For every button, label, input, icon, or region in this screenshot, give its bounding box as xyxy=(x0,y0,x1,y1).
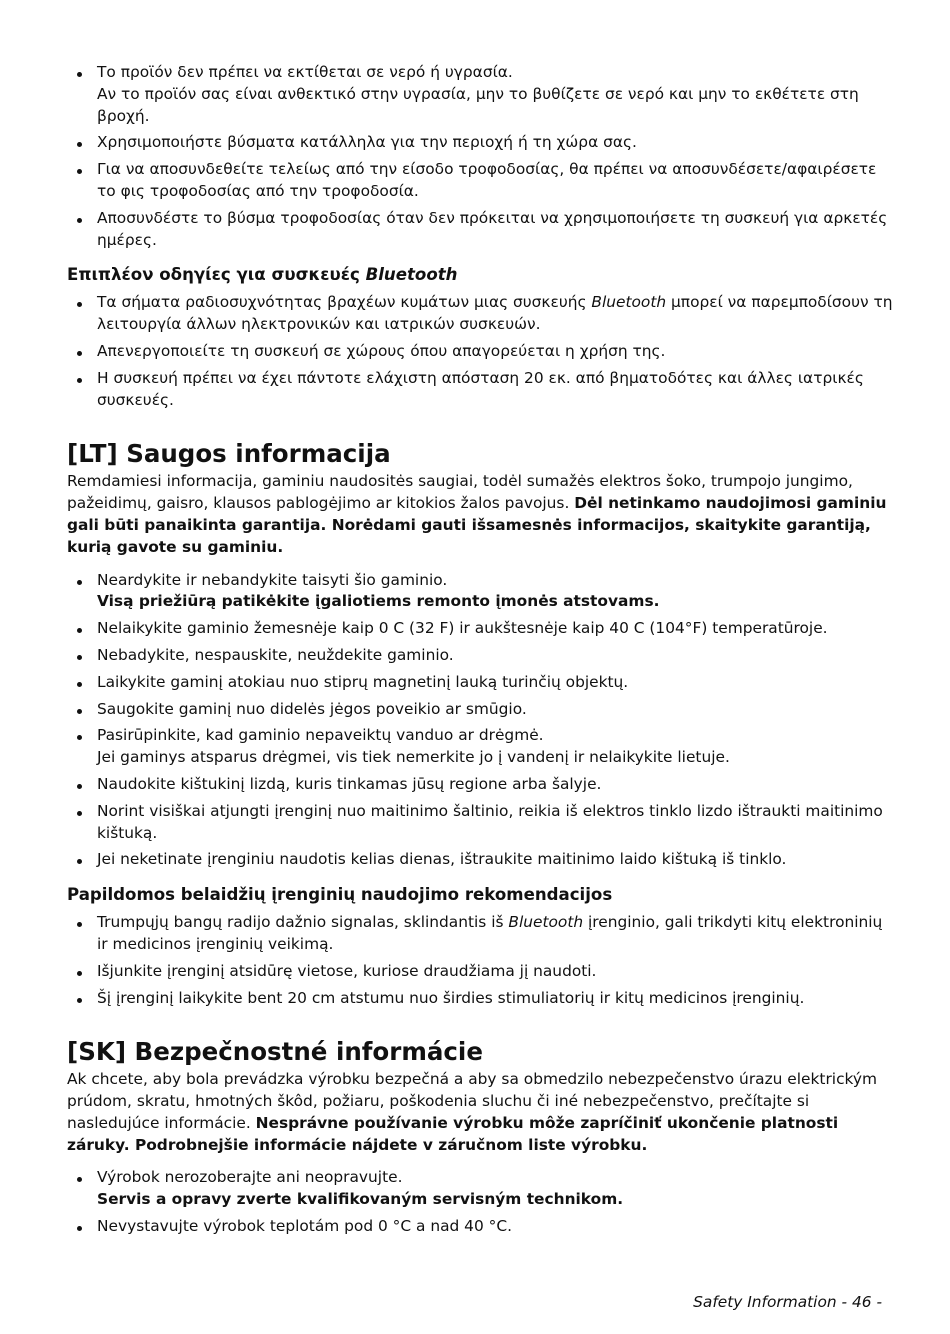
list-item-text: Αποσυνδέστε το βύσμα τροφοδοσίας όταν δεν πρόκειται να χρησιμοποιήσετε τη συσκευή για αρκετές ημέρες. xyxy=(97,208,888,249)
heading-text: Επιπλέον οδηγίες για συσκευές xyxy=(67,265,366,285)
list-item xyxy=(67,672,893,694)
list-item xyxy=(67,801,893,845)
list-item xyxy=(67,725,893,769)
list-item-text: Nevystavujte výrobok teplotám pod 0 °C a nad 40 °C. xyxy=(97,1217,512,1236)
list-item-line: Το προϊόν δεν πρέπει να εκτίθεται σε νερό ή υγρασία. xyxy=(97,63,513,81)
greek-bluetooth-list xyxy=(67,292,893,411)
lt-wireless-list xyxy=(67,912,893,1009)
page-footer: Safety Information - 46 - xyxy=(693,1293,882,1311)
lt-wireless-heading: Papildomos belaidžių įrenginių naudojimo rekomendacijos xyxy=(67,885,613,905)
list-item-text: Išjunkite įrenginį atsidūrę vietose, kuriose draudžiama jį naudoti. xyxy=(97,961,597,980)
heading-emphasis: Bluetooth xyxy=(365,265,458,285)
list-item-line: Jei gaminys atsparus drėgmei, vis tiek nemerkite jo į vandenį ir nelaikykite lietuje. xyxy=(97,748,730,767)
list-item-text: Τα σήματα ραδιοσυχνότητας βραχέων κυμάτων μιας συσκευής xyxy=(97,293,592,312)
list-item xyxy=(67,699,893,721)
list-item xyxy=(67,961,893,983)
list-item-emphasis: Bluetooth xyxy=(591,293,667,312)
list-item xyxy=(67,1216,893,1238)
list-item xyxy=(67,341,893,363)
list-item xyxy=(67,292,893,336)
list-item-text: Χρησιμοποιήστε βύσματα κατάλληλα για την περιοχή ή τη χώρα σας. xyxy=(97,133,637,152)
list-item xyxy=(67,988,893,1010)
list-item-text: įrenginio, gali trikdyti kitų elektroninių ir medicinos įrenginių veikimą. xyxy=(97,913,883,953)
list-item-text: Trumpųjų bangų radijo dažnio signalas, sklindantis iš xyxy=(97,913,509,932)
list-item-text: Šį įrenginį laikykite bent 20 cm atstumu nuo širdies stimuliatorių ir kitų medicinos įrenginių. xyxy=(97,988,805,1007)
sk-section-title: [SK] Bezpečnostné informácie xyxy=(67,1037,483,1067)
list-item-text: Nelaikykite gaminio žemesnėje kaip 0 C (32 F) ir aukštesnėje kaip 40 C (104°F) temperatūroje. xyxy=(97,619,828,638)
list-item-text: Η συσκευή πρέπει να έχει πάντοτε ελάχιστη απόσταση 20 εκ. από βηματοδότες και άλλες ιατρικές συσκευές. xyxy=(97,368,864,409)
list-item xyxy=(67,774,893,796)
list-item xyxy=(67,159,893,203)
list-item-line: Neardykite ir nebandykite taisyti šio gaminio. xyxy=(97,570,448,589)
list-item-text: Απενεργοποιείτε τη συσκευή σε χώρους όπου απαγορεύεται η χρήση της. xyxy=(97,341,666,360)
list-item-emphasis: Bluetooth xyxy=(508,913,584,932)
list-item-line: Αν το προϊόν σας είναι ανθεκτικό στην υγρασία, μην το βυθίζετε σε νερό και μην το εκθέτετε στη βροχή. xyxy=(97,84,859,125)
list-item-line: Pasirūpinkite, kad gaminio nepaveiktų vanduo ar drėgmė. xyxy=(97,726,544,745)
intro-bold-text: Dėl netinkamo naudojimosi gaminiu gali būti panaikinta garantija. Norėdami gauti išsamesnės informacijos, skaitykite garantiją, kurią gavote su gaminiu. xyxy=(67,494,887,556)
list-item-line: Výrobok nerozoberajte ani neopravujte. xyxy=(97,1168,403,1187)
list-item xyxy=(67,849,893,871)
lt-section-title: [LT] Saugos informacija xyxy=(67,439,391,469)
intro-text: Remdamiesi informacija, gaminiu naudositės saugiai, todėl sumažės elektros šoko, trumpojo jungimo, pažeidimų, gaisro, klausos pablogėjimo ar kitokios žalos pavojus. xyxy=(67,472,853,513)
list-item xyxy=(67,570,893,614)
list-item-text: μπορεί να παρεμποδίσουν τη λειτουργία άλλων ηλεκτρονικών και ιατρικών συσκευών. xyxy=(97,293,893,334)
list-item xyxy=(67,62,893,127)
list-item-text: Saugokite gaminį nuo didelės jėgos poveikio ar smūgio. xyxy=(97,699,527,718)
list-item-text: Norint visiškai atjungti įrenginį nuo maitinimo šaltinio, reikia iš elektros tinklo lizdo ištraukti maitinimo kištuką. xyxy=(97,801,883,842)
sk-intro-paragraph xyxy=(67,1069,893,1156)
list-item xyxy=(67,208,893,252)
intro-text: Ak chcete, aby bola prevádzka výrobku bezpečná a aby sa obmedzilo nebezpečenstvo úrazu elektrickým prúdom, skratu, hmotných škôd, požiaru, poškodenia sluchu či iné nebezpečenstvo, prečítajte si nasledujúce informácie. xyxy=(67,1070,877,1132)
list-item-bold-line: Servis a opravy zverte kvalifikovaným servisným technikom. xyxy=(97,1190,624,1209)
list-item-bold-line: Visą priežiūrą patikėkite įgaliotiems remonto įmonės atstovams. xyxy=(97,592,660,611)
list-item-text: Naudokite kištukinį lizdą, kuris tinkamas jūsų regione arba šalyje. xyxy=(97,774,602,793)
list-item-text: Laikykite gaminį atokiau nuo stiprų magnetinį lauką turinčių objektų. xyxy=(97,672,629,691)
intro-bold-text: Nesprávne používanie výrobku môže zapríčiniť ukončenie platnosti záruky. Podrobnejšie informácie nájdete v záručnom liste výrobku. xyxy=(67,1113,839,1154)
lt-bullet-list xyxy=(67,570,893,872)
list-item-text: Nebadykite, nespauskite, neuždekite gaminio. xyxy=(97,645,454,664)
list-item xyxy=(67,1167,893,1211)
greek-bluetooth-heading xyxy=(67,264,893,286)
sk-bullet-list xyxy=(67,1167,893,1237)
list-item xyxy=(67,132,893,154)
list-item xyxy=(67,912,893,956)
list-item-text: Για να αποσυνδεθείτε τελείως από την είσοδο τροφοδοσίας, θα πρέπει να αποσυνδέσετε/αφαιρέσετε το φις τροφοδοσίας από την τροφοδοσία. xyxy=(97,160,877,200)
list-item xyxy=(67,618,893,640)
list-item-text: Jei neketinate įrenginiu naudotis kelias dienas, ištraukite maitinimo laido kištuką iš tinklo. xyxy=(97,850,787,869)
list-item xyxy=(67,645,893,667)
lt-intro-paragraph xyxy=(67,471,893,558)
list-item xyxy=(67,368,893,412)
document-page xyxy=(67,62,893,1243)
greek-bullet-list xyxy=(67,62,893,251)
